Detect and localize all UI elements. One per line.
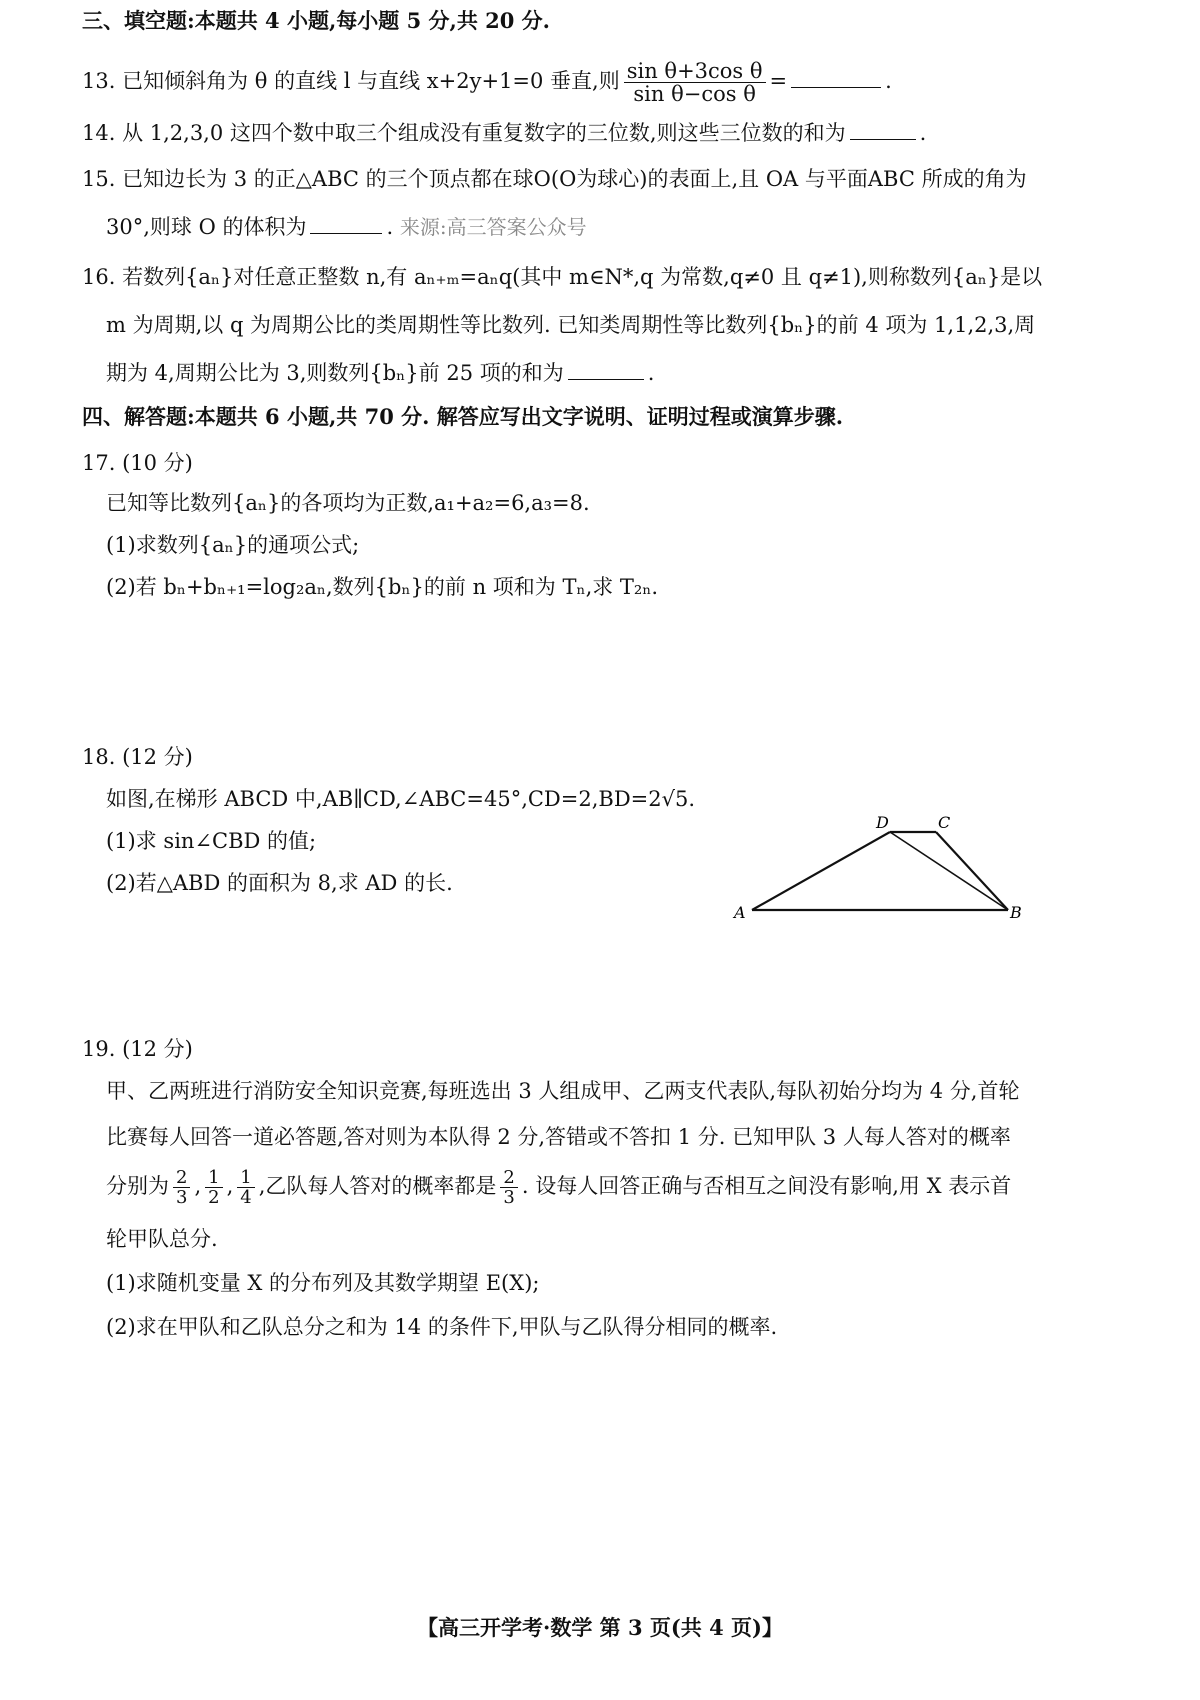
question-19-line-1: 甲、乙两班进行消防安全知识竞赛,每班选出 3 人组成甲、乙两支代表队,每队初始分均为 4 分,首轮 [106,1079,1020,1103]
question-18-part-1: (1)求 sin∠CBD 的值; [106,829,317,853]
trapezoid-figure [720,812,1060,932]
label-b: B [1010,903,1022,922]
q13-denominator: sin θ−cos θ [633,82,756,106]
q15-answer-blank[interactable] [310,213,382,234]
question-16-line-3 [106,358,654,388]
q13-numerator: sin θ+3cos θ [624,60,766,83]
q19-text-b: ,乙队每人答对的概率都是 [258,1174,497,1198]
section-4-heading: 四、解答题:本题共 6 小题,共 70 分. 解答应写出文字说明、证明过程或演算步骤. [82,404,844,429]
question-13 [82,60,892,105]
question-19-line-3: 分别为 $\frac{2}{3}$ , $\frac{1}{2}$ , $\frac{1}{4}$ ,乙队每人答对的概率都是 $\frac{2}{3}$ . 设每人回答正确与否相互之间没有影响,用 X 表示首 [106,1167,1012,1208]
denominator: 3 [176,1187,188,1208]
q13-equals: = [769,69,788,93]
q16-answer-blank[interactable] [568,359,644,380]
fraction-1-4 [237,1168,254,1207]
q13-period: . [885,69,892,93]
numerator: 1 [237,1168,254,1188]
label-c: C [938,813,951,832]
q13-fraction [624,60,766,105]
q15-text: 30°,则球 O 的体积为 [106,215,307,239]
question-17-label: 17. (10 分) [82,451,193,475]
page-footer: 【高三开学考·数学 第 3 页(共 4 页)】 [417,1615,783,1640]
fraction-2-3 [173,1168,190,1207]
section-3-heading: 三、填空题:本题共 4 小题,每小题 5 分,共 20 分. [82,8,550,33]
q13-text: 13. 已知倾斜角为 θ 的直线 l 与直线 x+2y+1=0 垂直,则 [82,69,620,93]
question-15-line-1: 15. 已知边长为 3 的正△ABC 的三个顶点都在球O(O为球心)的表面上,且 OA 与平面ABC 所成的角为 [82,167,1027,191]
q14-period: . [919,121,927,145]
question-17-part-2: (2)若 bₙ+bₙ₊₁=log₂aₙ,数列{bₙ}的前 n 项和为 Tₙ,求 T₂ₙ. [106,575,659,599]
watermark-text: 来源:高三答案公众号 [399,215,587,239]
fraction-1-2 [205,1168,222,1207]
numerator: 2 [173,1168,190,1188]
question-16-line-2: m 为周期,以 q 为周期公比的类周期性等比数列. 已知类周期性等比数列{bₙ}的前 4 项为 1,1,2,3,周 [106,313,1036,337]
question-17-stem: 已知等比数列{aₙ}的各项均为正数,a₁+a₂=6,a₃=8. [106,491,590,515]
question-19-part-1: (1)求随机变量 X 的分布列及其数学期望 E(X); [106,1271,540,1295]
numerator: 1 [205,1168,222,1188]
q16-period: . [647,361,655,385]
question-19-part-2: (2)求在甲队和乙队总分之和为 14 的条件下,甲队与乙队得分相同的概率. [106,1315,778,1339]
question-16-line-1: 16. 若数列{aₙ}对任意正整数 n,有 aₙ₊ₘ=aₙq(其中 m∈N*,q 为常数,q≠0 且 q≠1),则称数列{aₙ}是以 [82,265,1043,289]
question-18-label: 18. (12 分) [82,745,193,769]
q19-text-a: 分别为 [106,1174,169,1198]
denominator: 2 [208,1187,220,1208]
fraction-2-3-b [500,1168,517,1207]
question-15-line-2 [106,212,587,242]
label-d: D [876,813,889,832]
q14-answer-blank[interactable] [850,119,916,140]
q14-text: 14. 从 1,2,3,0 这四个数中取三个组成没有重复数字的三位数,则这些三位数的和为 [82,121,846,145]
denominator: 3 [503,1187,515,1208]
segment-cb [936,832,1008,910]
question-18-stem: 如图,在梯形 ABCD 中,AB∥CD,∠ABC=45°,CD=2,BD=2√5. [106,787,696,811]
q15-period: . [386,215,394,239]
q13-answer-blank[interactable] [791,67,881,88]
q16-text: 期为 4,周期公比为 3,则数列{bₙ}前 25 项的和为 [106,361,564,385]
question-19-line-4: 轮甲队总分. [106,1227,218,1251]
question-14 [82,118,926,148]
denominator: 4 [240,1187,252,1208]
question-17-part-1: (1)求数列{aₙ}的通项公式; [106,533,360,557]
question-19-label: 19. (12 分) [82,1037,193,1061]
segment-ad [752,832,890,910]
numerator: 2 [500,1168,517,1188]
label-a: A [734,903,746,922]
q19-text-c: . 设每人回答正确与否相互之间没有影响,用 X 表示首 [521,1174,1012,1198]
segment-db [890,832,1008,910]
question-19-line-2: 比赛每人回答一道必答题,答对则为本队得 2 分,答错或不答扣 1 分. 已知甲队 3 人每人答对的概率 [106,1125,1011,1149]
question-18-part-2: (2)若△ABD 的面积为 8,求 AD 的长. [106,871,453,895]
